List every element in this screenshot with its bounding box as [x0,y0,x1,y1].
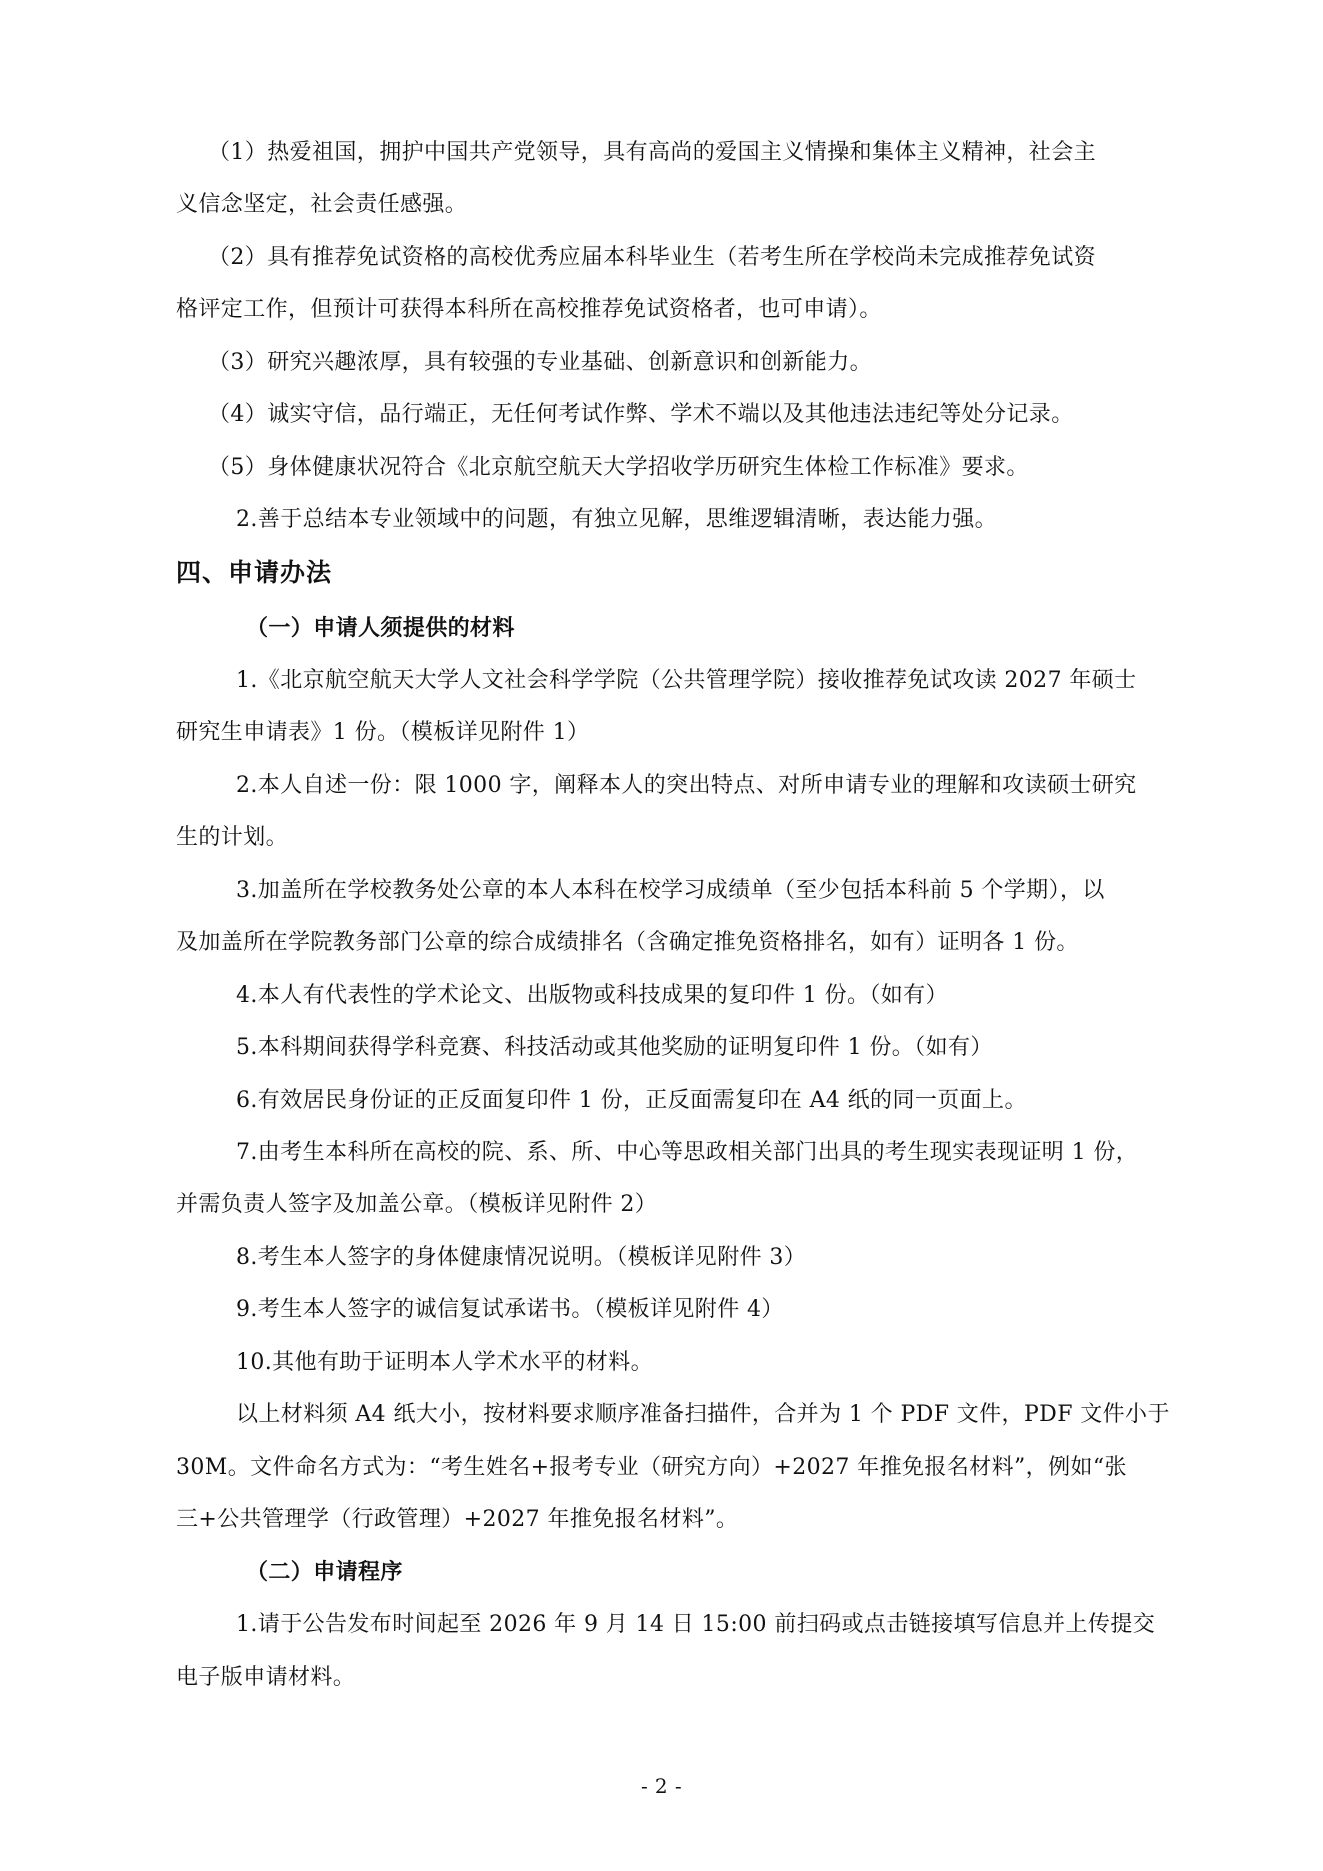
paragraph-line: 4.本人有代表性的学术论文、出版物或科技成果的复印件 1 份。（如有） [236,983,948,1008]
paragraph-line: 7.由考生本科所在高校的院、系、所、中心等思政相关部门出具的考生现实表现证明 1 份， [236,1140,1139,1165]
paragraph-line: （5）身体健康状况符合《北京航空航天大学招收学历研究生体检工作标准》要求。 [208,455,1029,480]
paragraph-line: 8.考生本人签字的身体健康情况说明。（模板详见附件 3） [236,1245,807,1270]
paragraph-line: （4）诚实守信，品行端正，无任何考试作弊、学术不端以及其他违法违纪等处分记录。 [208,402,1074,427]
paragraph-line: 三+公共管理学（行政管理）+2027 年推免报名材料”。 [176,1507,739,1532]
paragraph-line: 义信念坚定，社会责任感强。 [176,192,468,217]
page-number: - 2 - [641,1774,682,1798]
paragraph-line: 9.考生本人签字的诚信复试承诺书。（模板详见附件 4） [236,1297,784,1322]
paragraph-line: （2）具有推荐免试资格的高校优秀应届本科毕业生（若考生所在学校尚未完成推荐免试资 [208,245,1096,270]
paragraph-line: 并需负责人签字及加盖公章。（模板详见附件 2） [176,1192,658,1217]
paragraph-line: 生的计划。 [176,825,289,850]
section-heading: 四、申请办法 [176,558,333,587]
paragraph-line: （1）热爱祖国，拥护中国共产党领导，具有高尚的爱国主义情操和集体主义精神，社会主 [208,140,1096,165]
paragraph-line: 格评定工作，但预计可获得本科所在高校推荐免试资格者，也可申请）。 [176,297,882,322]
paragraph-line: 2.善于总结本专业领域中的问题，有独立见解，思维逻辑清晰，表达能力强。 [236,507,997,532]
paragraph-line: 5.本科期间获得学科竞赛、科技活动或其他奖励的证明复印件 1 份。（如有） [236,1035,993,1060]
paragraph-line: 1.《北京航空航天大学人文社会科学学院（公共管理学院）接收推荐免试攻读 2027 年硕士 [236,668,1137,693]
paragraph-line: 10.其他有助于证明本人学术水平的材料。 [236,1350,653,1375]
paragraph-line: 3.加盖所在学校教务处公章的本人本科在校学习成绩单（至少包括本科前 5 个学期），以 [236,878,1105,903]
paragraph-line: 及加盖所在学院教务部门公章的综合成绩排名（含确定推免资格排名，如有）证明各 1 份。 [176,930,1079,955]
paragraph-line: 2.本人自述一份：限 1000 字，阐释本人的突出特点、对所申请专业的理解和攻读硕士研究 [236,773,1137,798]
paragraph-line: （3）研究兴趣浓厚，具有较强的专业基础、创新意识和创新能力。 [208,350,872,375]
subsection-heading: （二）申请程序 [246,1560,403,1585]
paragraph-line: 30M。文件命名方式为：“考生姓名+报考专业（研究方向）+2027 年推免报名材料”，例如“张 [176,1455,1127,1480]
paragraph-line: 研究生申请表》1 份。（模板详见附件 1） [176,720,590,745]
paragraph-line: 以上材料须 A4 纸大小，按材料要求顺序准备扫描件，合并为 1 个 PDF 文件，PDF 文件小于 [236,1402,1170,1427]
subsection-heading: （一）申请人须提供的材料 [246,616,515,641]
paragraph-line: 6.有效居民身份证的正反面复印件 1 份，正反面需复印在 A4 纸的同一页面上。 [236,1088,1027,1113]
paragraph-line: 1.请于公告发布时间起至 2026 年 9 月 14 日 15:00 前扫码或点击链接填写信息并上传提交 [236,1612,1156,1637]
paragraph-line: 电子版申请材料。 [176,1665,356,1690]
